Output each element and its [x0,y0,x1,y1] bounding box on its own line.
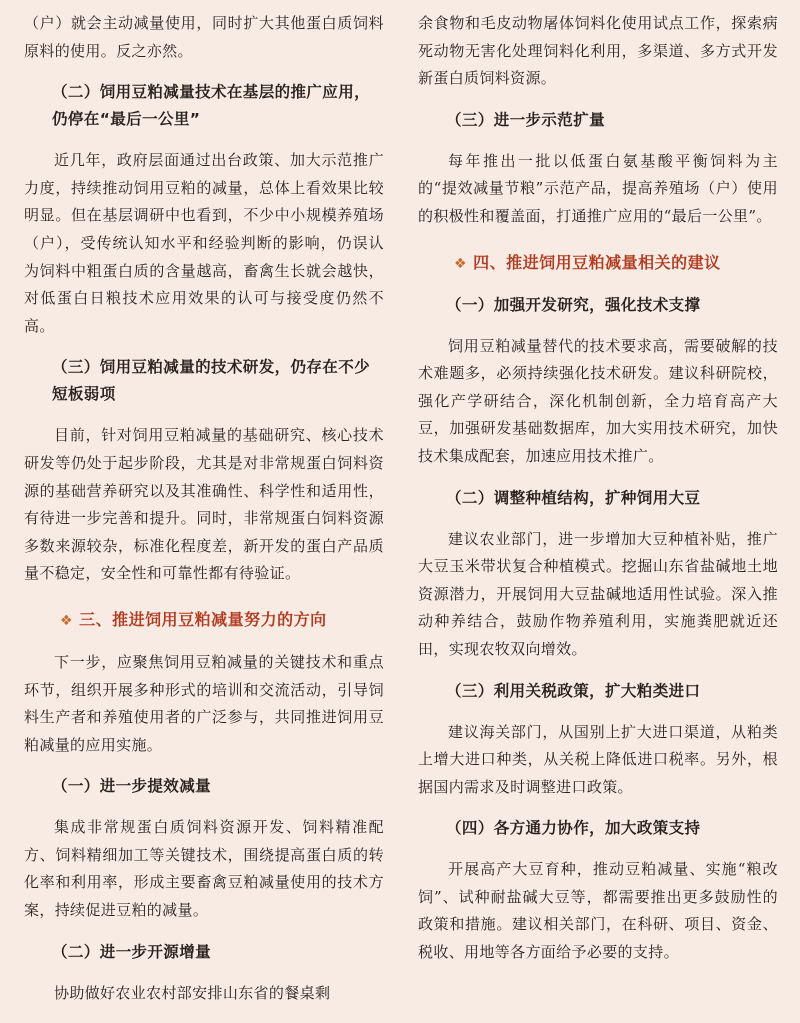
subheading-open-sources: （二）进一步开源增量 [52,942,212,961]
subheading-planting-structure: （二）调整种植结构，扩种饲用大豆 [446,488,701,507]
section-heading-directions [24,606,384,635]
paragraph-directions: 下一步，应聚焦饲用豆粕减量的关键技术和重点环节，组织开展多种形式的培训和交流活动，引导饲料生产者和养殖使用者的广泛参与，共同推进饲用豆粕减量的应用实施。 [24,652,384,754]
section-title-directions: 三、推进饲用豆粕减量努力的方向 [79,609,327,629]
subheading-grassroots-promotion: （二）饲用豆粕减量技术在基层的推广应用，仍停在“最后一公里” [52,83,371,129]
diamond-bullet-icon: ❖ [60,612,74,629]
paragraph-research-support: 饲用豆粕减量替代的技术要求高，需要破解的技术难题多，必须持续强化技术研发。建议科研院校，强化产学研结合，深化机制创新，全力培育高产大豆，加强研发基础数据库，加大实用技术研究，加快技术集成配套，加速应用技术推广。 [418,336,778,465]
section-heading-suggestions [418,249,778,278]
paragraph-open-sources-start: 协助做好农业农村部安排山东省的餐桌剩 [54,983,331,1002]
subheading-policy-support: （四）各方通力协作，加大政策支持 [446,819,701,838]
subheading-research-support: （一）加强开发研究，强化技术支撑 [446,295,701,314]
subheading-demonstration: （三）进一步示范扩量 [446,110,606,129]
paragraph-tariff-policy: 建议海关部门，从国别上扩大进口渠道，从粕类上增大进口种类，从关税上降低进口税率。另外，根据国内需求及时调整进口政策。 [418,722,778,796]
diamond-bullet-icon: ❖ [454,255,468,272]
section-title-suggestions: 四、推进饲用豆粕减量相关的建议 [473,252,721,272]
right-column [408,10,778,1023]
left-column [24,10,384,1023]
paragraph-efficiency-reduction: 集成非常规蛋白质饲料资源开发、饲料精准配方、饲料精细加工等关键技术，围绕提高蛋白质的转化率和利用率，形成主要畜禽豆粕减量使用的技术方案，持续促进豆粕的减量。 [24,818,384,920]
paragraph-research-shortcomings: 目前，针对饲用豆粕减量的基础研究、核心技术研发等仍处于起步阶段，尤其是对非常规蛋白饲料资源的基础营养研究以及其准确性、科学性和适用性，有待进一步完善和提升。同时，非常规蛋白饲料资源多数来源较杂，标准化程度差，新开发的蛋白产品质量不稳定，安全性和可靠性都有待验证。 [24,426,384,583]
paragraph-open-sources-cont: 余食物和毛皮动物屠体饲料化使用试点工作，探索病死动物无害化处理饲料化利用，多渠道、多方式开发新蛋白质饲料资源。 [418,14,778,88]
paragraph-planting-structure: 建议农业部门，进一步增加大豆种植补贴，推广大豆玉米带状复合种植模式。挖掘山东省盐碱地土地资源潜力，开展饲用大豆盐碱地适用性试验。深入推动种养结合，鼓励作物养殖利用，实施粪肥就近还田，实现农牧双向增效。 [418,529,778,658]
subheading-tariff-policy: （三）利用关税政策，扩大粕类进口 [446,681,701,700]
paragraph-policy-support: 开展高产大豆育种，推动豆粕减量、实施“粮改饲”、试种耐盐碱大豆等，都需要推出更多鼓励性的政策和措施。建议相关部门，在科研、项目、资金、税收、用地等各方面给予必要的支持。 [418,860,778,962]
intro-paragraph: （户）就会主动减量使用，同时扩大其他蛋白质饲料原料的使用。反之亦然。 [24,14,384,60]
subheading-efficiency-reduction: （一）进一步提效减量 [52,777,212,796]
paragraph-grassroots-promotion: 近几年，政府层面通过出台政策、加大示范推广力度，持续推动饲用豆粕的减量，总体上看效果比较明显。但在基层调研中也看到，不少中小规模养殖场（户），受传统认知水平和经验判断的影响，仍误认为饲料中粗蛋白质的含量越高，畜禽生长就会越快，对低蛋白日粮技术应用效果的认可与接受度仍然不高。 [24,151,384,335]
subheading-research-shortcomings: （三）饲用豆粕减量的技术研发，仍存在不少短板弱项 [52,358,371,404]
paragraph-demonstration: 每年推出一批以低蛋白氨基酸平衡饲料为主的“提效减量节粮”示范产品，提高养殖场（户）使用的积极性和覆盖面，打通推广应用的“最后一公里”。 [418,151,778,225]
